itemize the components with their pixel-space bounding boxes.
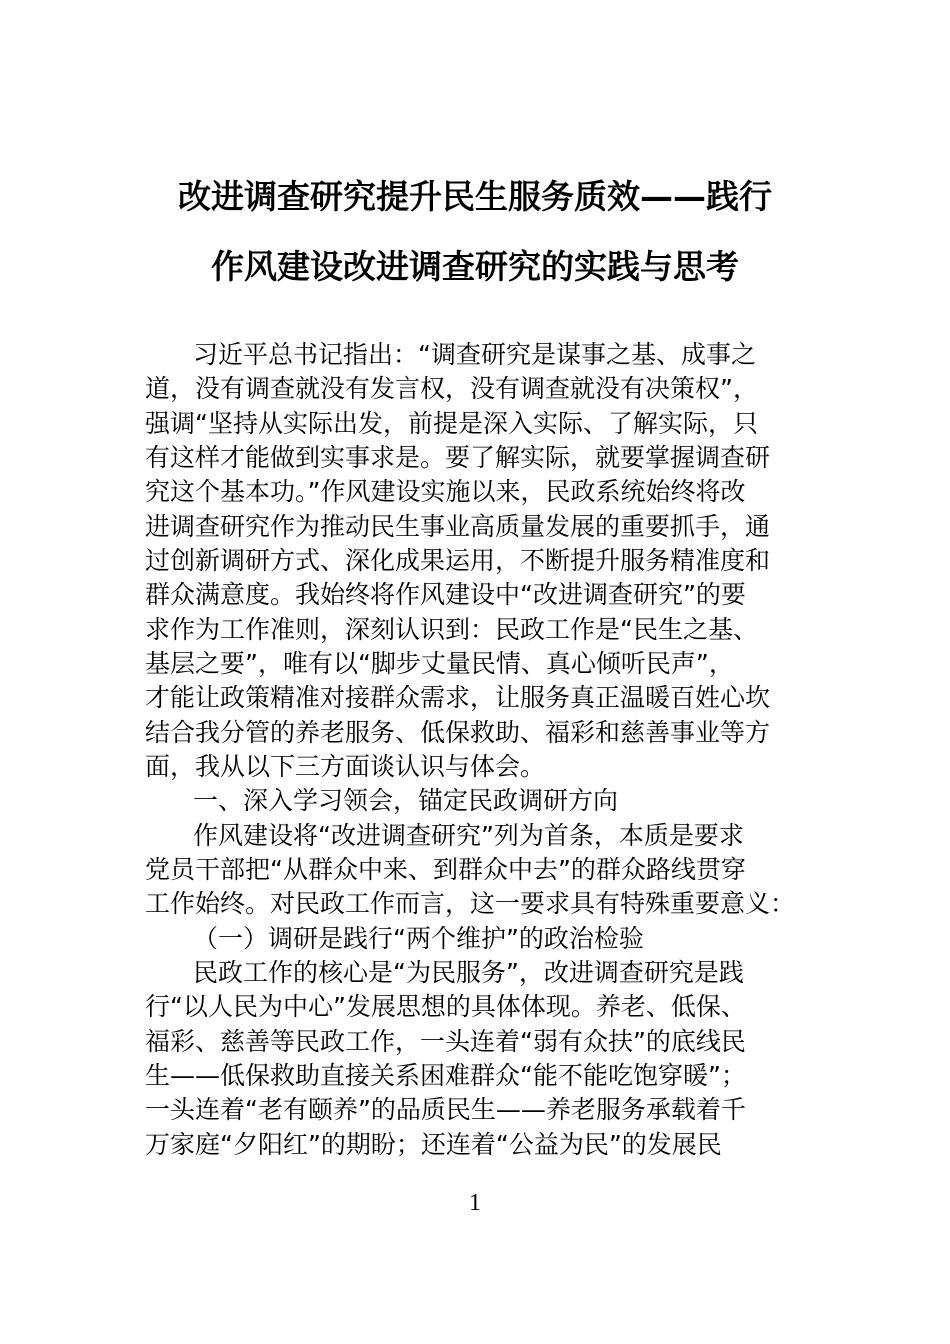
body-line: 群众满意度。我始终将作风建设中“改进调查研究”的要 (145, 580, 746, 609)
body-line: 强调“坚持从实际出发，前提是深入实际、了解实际，只 (145, 409, 758, 438)
body-line: 福彩、慈善等民政工作，一头连着“弱有众扶”的底线民 (145, 1027, 746, 1056)
body-line: 习近平总书记指出：“调查研究是谋事之基、成事之 (193, 340, 756, 369)
body-line: 才能让政策精准对接群众需求，让服务真正温暖百姓心坎 (145, 683, 771, 712)
body-line: 生——低保救助直接关系困难群众“能不能吃饱穿暖”； (145, 1061, 746, 1090)
body-line: 工作始终。对民政工作而言，这一要求具有特殊重要意义： (145, 889, 796, 918)
body-line: 结合我分管的养老服务、低保救助、福彩和慈善事业等方 (145, 718, 771, 747)
body-line: 求作为工作准则，深刻认识到：民政工作是“民生之基、 (145, 615, 758, 644)
document-title-line-2: 作风建设改进调查研究的实践与思考 (211, 247, 739, 286)
body-line: 进调查研究作为推动民生事业高质量发展的重要抓手，通 (145, 512, 771, 541)
subsection-heading: （一）调研是践行“两个维护”的政治检验 (193, 924, 644, 953)
body-line: 行“以人民为中心”发展思想的具体体现。养老、低保、 (145, 992, 746, 1021)
body-line: 作风建设将“改进调查研究”列为首条，本质是要求 (193, 821, 744, 850)
body-line: 民政工作的核心是“为民服务”，改进调查研究是践 (193, 958, 744, 987)
body-line: 党员干部把“从群众中来、到群众中去”的群众路线贯穿 (145, 855, 746, 884)
document-title-line-1: 改进调查研究提升民生服务质效——践行 (178, 177, 772, 216)
body-line: 过创新调研方式、深化成果运用，不断提升服务精准度和 (145, 546, 771, 575)
body-line: 究这个基本功。”作风建设实施以来，民政系统始终将改 (145, 477, 746, 506)
body-line: 有这样才能做到实事求是。要了解实际，就要掌握调查研 (145, 443, 771, 472)
body-line: 道，没有调查就没有发言权，没有调查就没有决策权”， (145, 374, 758, 403)
body-line: 万家庭“夕阳红”的期盼；还连着“公益为民”的发展民 (145, 1130, 722, 1159)
body-line: 面，我从以下三方面谈认识与体会。 (145, 752, 546, 781)
page-number: 1 (469, 1190, 481, 1216)
section-heading: 一、深入学习领会，锚定民政调研方向 (193, 786, 619, 815)
body-line: 一头连着“老有颐养”的品质民生——养老服务承载着千 (145, 1095, 746, 1124)
body-line: 基层之要”，唯有以“脚步丈量民情、真心倾听民声”， (145, 649, 734, 678)
